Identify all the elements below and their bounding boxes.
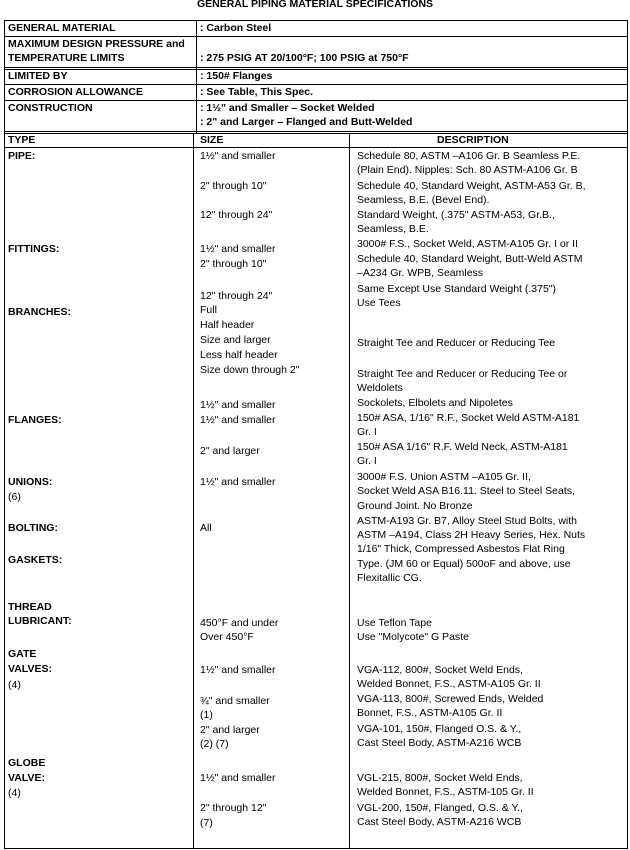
- size-cell: 450°F and under: [200, 617, 279, 629]
- note-cell: (4): [8, 787, 21, 799]
- description-cell: Sockolets, Elbolets and Nipoletes: [357, 397, 513, 409]
- type-cell: LUBRICANT:: [8, 615, 72, 627]
- note-cell: (4): [8, 679, 21, 691]
- description-cell: VGL-200, 150#, Flanged, O.S. & Y.,: [357, 802, 523, 814]
- description-cell: Straight Tee and Reducer or Reducing Tee: [357, 337, 556, 349]
- corrosion-value: : See Table, This Spec.: [200, 86, 314, 98]
- description-cell: Seamless, B.E.: [357, 223, 429, 235]
- grid-line: [4, 133, 628, 134]
- construction-label: CONSTRUCTION: [8, 102, 93, 114]
- description-cell: Socket Weld ASA B16.11. Steel to Steel Seats,: [357, 485, 575, 497]
- description-cell: VGA-101, 150#, Flanged O.S. & Y.,: [357, 723, 522, 735]
- type-cell: GLOBE: [8, 757, 46, 769]
- size-cell: ¾" and smaller: [200, 695, 270, 707]
- description-cell: Weldolets: [357, 382, 403, 394]
- description-cell: Welded Bonnet, F.S., ASTM-A105 Gr. II: [357, 678, 541, 690]
- type-cell: GATE: [8, 648, 37, 660]
- description-cell: Use Teflon Tape: [357, 617, 432, 629]
- description-cell: Standard Weight, (.375" ASTM-A53, Gr.B.,: [357, 209, 555, 221]
- type-cell: FITTINGS:: [8, 243, 60, 255]
- size-cell: 1½" and smaller: [200, 399, 276, 411]
- description-cell: 150# ASA, 1/16" R.F., Socket Weld ASTM-A181: [357, 412, 580, 424]
- description-cell: VGL-215, 800#, Socket Weld Ends,: [357, 772, 523, 784]
- size-cell: 1½" and smaller: [200, 476, 276, 488]
- type-cell: GASKETS:: [8, 554, 63, 566]
- pressure-value: : 275 PSIG AT 20/100°F; 100 PSIG at 750°F: [200, 52, 409, 64]
- size-cell: All: [200, 522, 212, 534]
- description-cell: Use Tees: [357, 297, 401, 309]
- size-cell: 12" through 24": [200, 209, 273, 221]
- note-cell: (1): [200, 709, 213, 721]
- type-cell: BOLTING:: [8, 522, 58, 534]
- grid-line: [4, 147, 628, 148]
- type-cell: UNIONS:: [8, 476, 53, 488]
- grid-line: [196, 20, 197, 133]
- size-cell: 12" through 24": [200, 290, 273, 302]
- description-cell: ASTM-A193 Gr. B7, Alloy Steel Stud Bolts, with: [357, 515, 578, 527]
- construction-value-line1: : 1½" and Smaller – Socket Welded: [200, 102, 375, 114]
- size-cell: 2" through 10": [200, 180, 267, 192]
- description-cell: Schedule 40, Standard Weight, ASTM-A53 Gr. B,: [357, 180, 586, 192]
- type-cell: BRANCHES:: [8, 306, 71, 318]
- description-cell: Straight Tee and Reducer or Reducing Tee or: [357, 368, 568, 380]
- general-material-value: : Carbon Steel: [200, 22, 272, 34]
- description-cell: Schedule 40, Standard Weight, Butt-Weld ASTM: [357, 253, 583, 265]
- description-cell: Use "Molycote" G Paste: [357, 631, 469, 643]
- grid-line: [4, 20, 5, 848]
- description-cell: 1/16" Thick, Compressed Asbestos Flat Ring: [357, 543, 565, 555]
- page-title: GENERAL PIPING MATERIAL SPECIFICATIONS: [196, 0, 434, 10]
- size-cell: 2" and larger: [200, 724, 260, 736]
- description-cell: VGA-112, 800#, Socket Weld Ends,: [357, 664, 523, 676]
- description-cell: (Plain End). Nipples: Sch. 80 ASTM-A106 Gr. B: [357, 164, 578, 176]
- type-cell: VALVES:: [8, 663, 52, 675]
- note-cell: (2) (7): [200, 738, 229, 750]
- description-cell: Gr. I: [357, 455, 377, 467]
- description-cell: Gr. I: [357, 426, 377, 438]
- pressure-label-line2: TEMPERATURE LIMITS: [8, 52, 125, 64]
- limited-by-value: : 150# Flanges: [200, 70, 273, 82]
- size-cell: 1½" and smaller: [200, 243, 276, 255]
- description-cell: 3000# F.S. Union ASTM –A105 Gr. II,: [357, 471, 531, 483]
- description-cell: Cast Steel Body, ASTM-A216 WCB: [357, 737, 522, 749]
- construction-value-line2: : 2" and Larger – Flanged and Butt-Welded: [200, 116, 413, 128]
- size-cell: 1½" and smaller: [200, 414, 276, 426]
- description-cell: Flexitallic CG.: [357, 572, 422, 584]
- size-cell: 2" through 12": [200, 802, 267, 814]
- description-cell: Seamless, B.E. (Bevel End).: [357, 194, 490, 206]
- corrosion-label: CORROSION ALLOWANCE: [8, 86, 143, 98]
- description-cell: Same Except Use Standard Weight (.375"): [357, 283, 557, 295]
- limited-by-label: LIMITED BY: [8, 70, 68, 82]
- type-cell: FLANGES:: [8, 414, 62, 426]
- description-cell: Schedule 80, ASTM –A106 Gr. B Seamless P.E.: [357, 150, 581, 162]
- description-cell: Cast Steel Body, ASTM-A216 WCB: [357, 816, 522, 828]
- description-cell: 150# ASA 1/16" R.F. Weld Neck, ASTM-A181: [357, 441, 568, 453]
- pressure-label-line1: MAXIMUM DESIGN PRESSURE and: [8, 38, 185, 50]
- general-material-label: GENERAL MATERIAL: [8, 22, 116, 34]
- type-cell: VALVE:: [8, 772, 45, 784]
- type-cell: PIPE:: [8, 150, 36, 162]
- note-cell: (6): [8, 491, 21, 503]
- size-cell: Over 450°F: [200, 631, 254, 643]
- grid-line: [627, 20, 628, 848]
- description-cell: ASTM –A194, Class 2H Heavy Series, Hex. Nuts: [357, 529, 586, 541]
- size-cell: 1½" and smaller: [200, 150, 276, 162]
- size-cell: Half header: [200, 319, 255, 331]
- grid-line: [349, 133, 350, 848]
- description-cell: Ground Joint. No Bronze: [357, 500, 473, 512]
- column-header-size: SIZE: [200, 134, 224, 146]
- column-header-type: TYPE: [8, 134, 36, 146]
- size-cell: 1½" and smaller: [200, 772, 276, 784]
- description-cell: 3000# F.S., Socket Weld, ASTM-A105 Gr. I or II: [357, 238, 578, 250]
- description-cell: VGA-113, 800#, Screwed Ends, Welded: [357, 693, 544, 705]
- column-header-description: DESCRIPTION: [437, 134, 509, 146]
- size-cell: Less half header: [200, 349, 278, 361]
- grid-line: [4, 848, 628, 849]
- grid-line: [4, 69, 628, 70]
- size-cell: Size and larger: [200, 334, 271, 346]
- size-cell: Full: [200, 304, 217, 316]
- size-cell: 2" and larger: [200, 445, 260, 457]
- note-cell: (7): [200, 817, 213, 829]
- grid-line: [193, 133, 194, 848]
- size-cell: Size down through 2": [200, 364, 300, 376]
- description-cell: –A234 Gr. WPB, Seamless: [357, 267, 484, 279]
- description-cell: Welded Bonnet, F.S., ASTM-105 Gr. II: [357, 786, 534, 798]
- description-cell: Type. (JM 60 or Equal) 500oF and above, use: [357, 558, 571, 570]
- size-cell: 2" through 10": [200, 258, 267, 270]
- description-cell: Bonnet, F.S., ASTM-A105 Gr. II: [357, 707, 503, 719]
- size-cell: 1½" and smaller: [200, 664, 276, 676]
- type-cell: THREAD: [8, 601, 52, 613]
